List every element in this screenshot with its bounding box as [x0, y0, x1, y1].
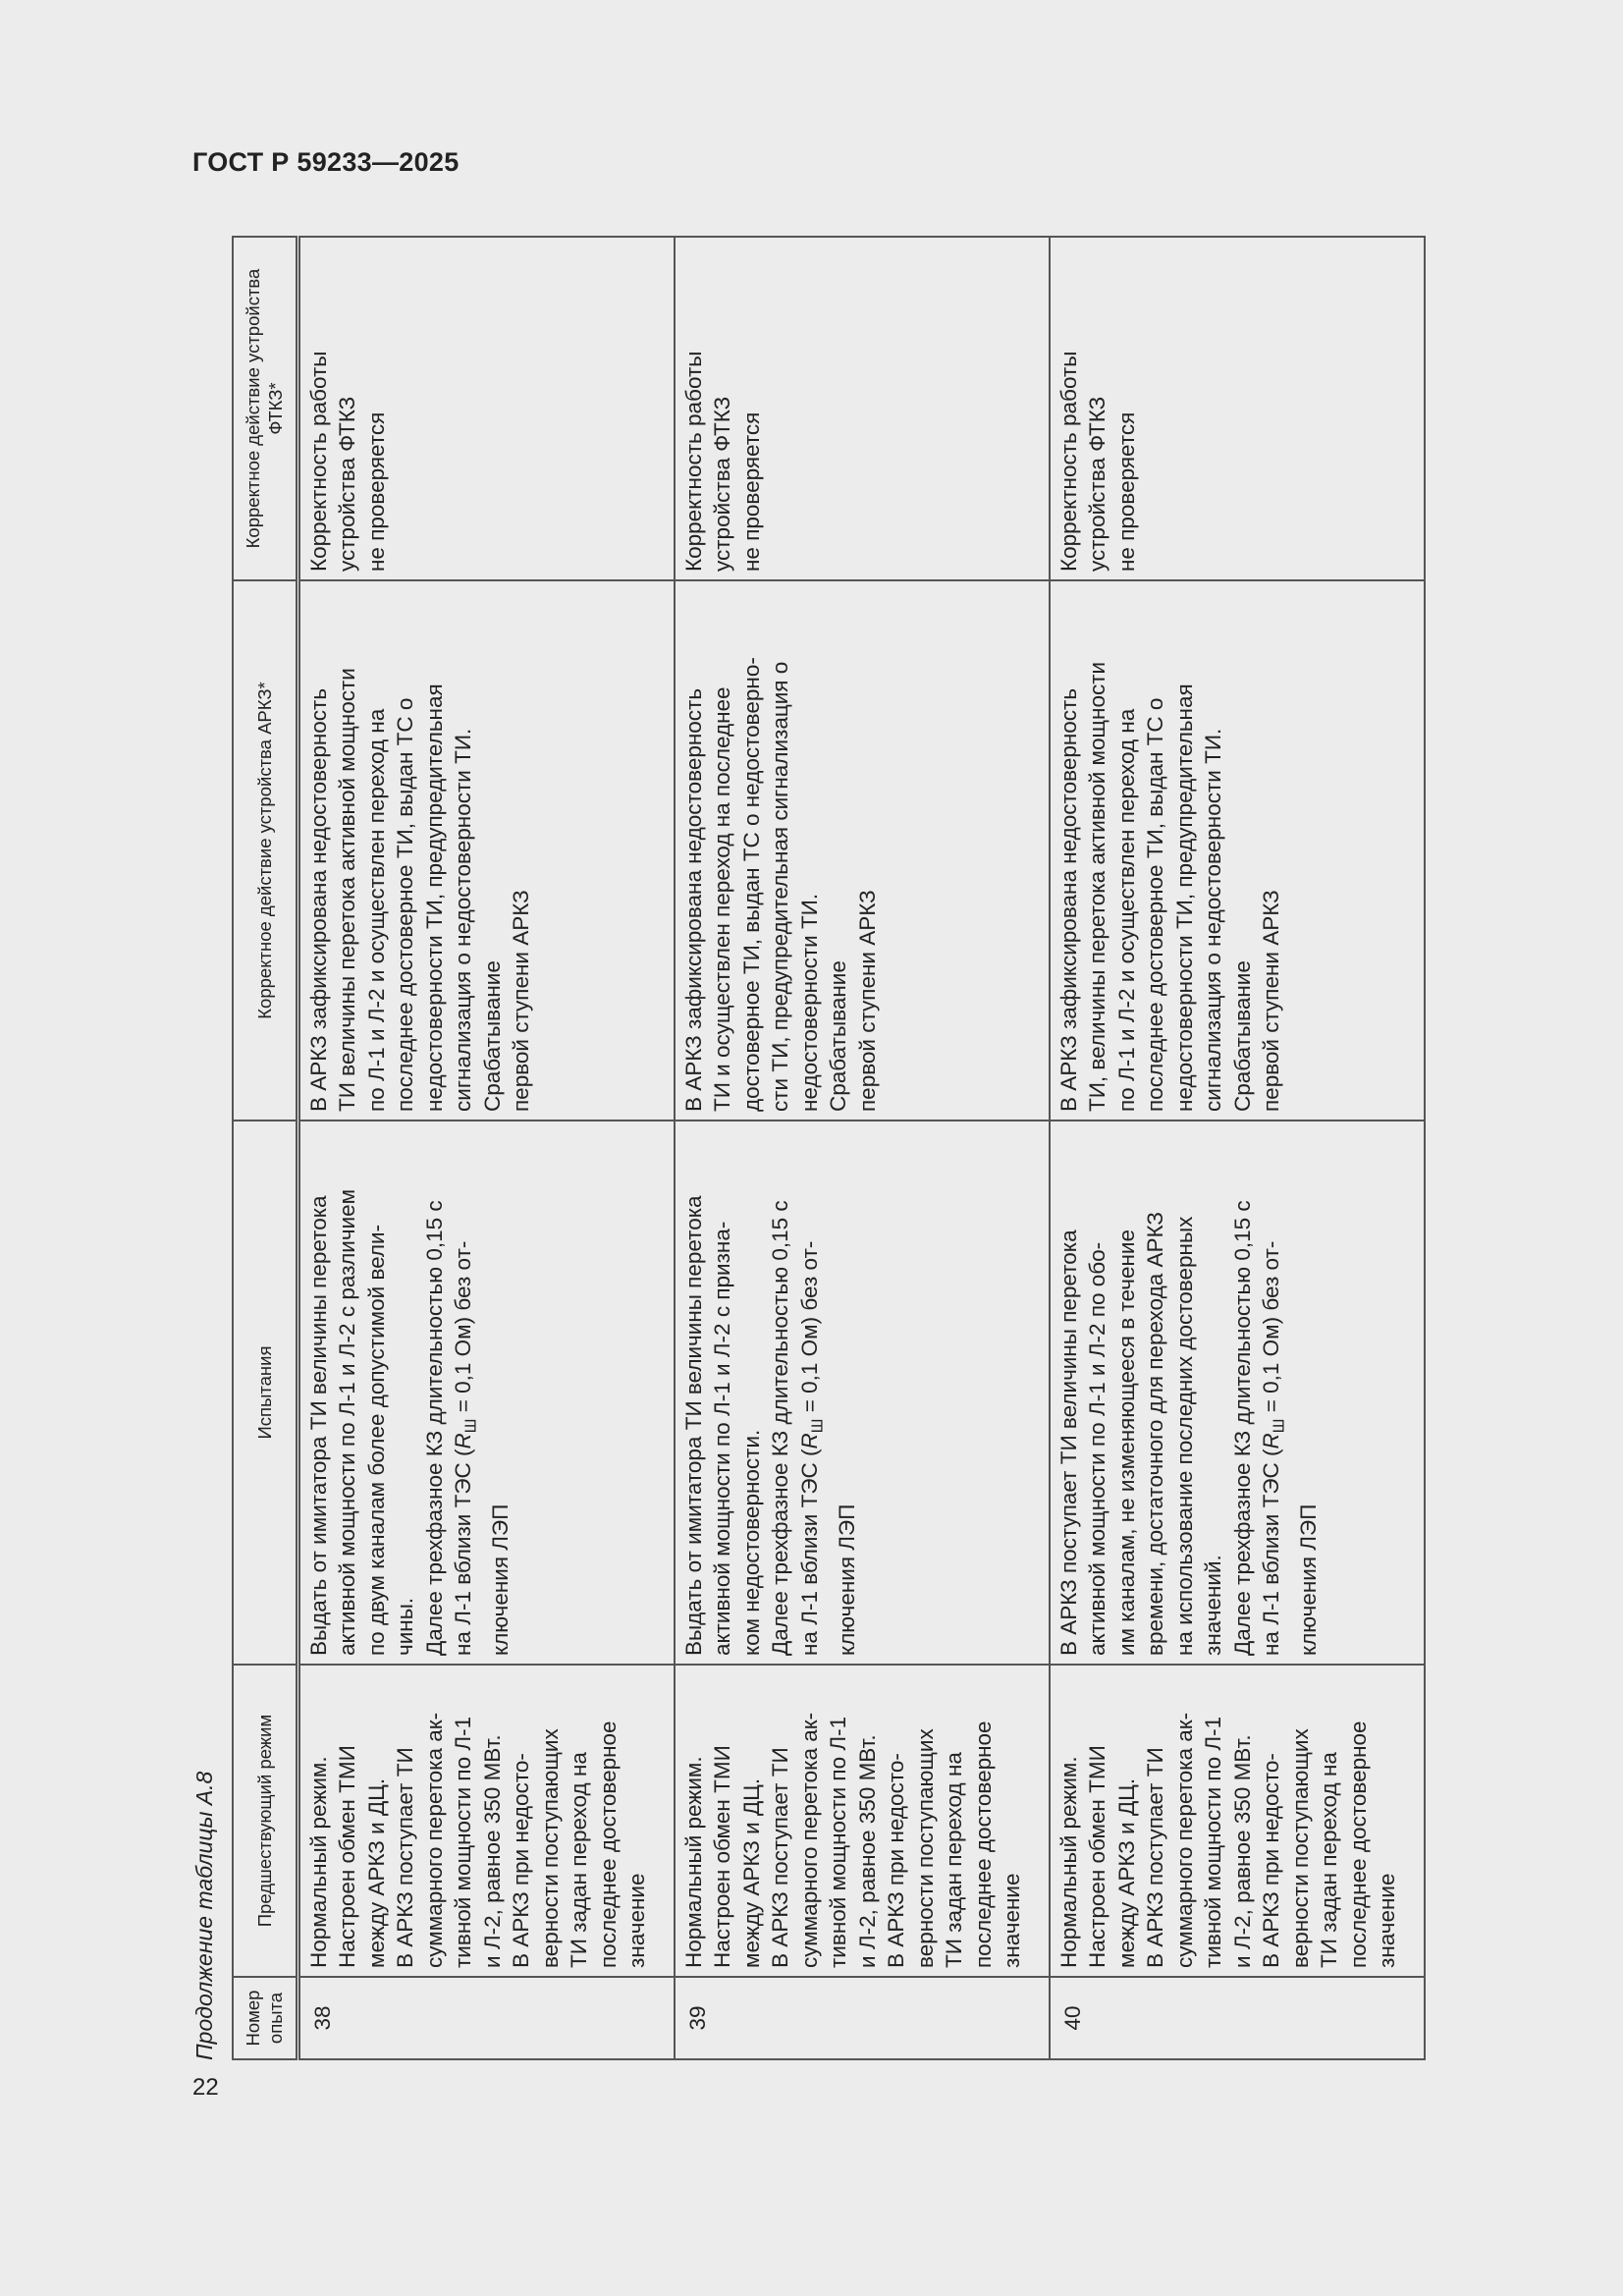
row-number: 40	[1050, 1977, 1425, 2059]
ftkz-action-cell: Корректность работы устройства ФТКЗ не проверяется	[298, 237, 675, 580]
page-number: 22	[192, 2074, 219, 2101]
ftkz-action-cell: Корректность работы устройства ФТКЗ не проверяется	[675, 237, 1050, 580]
previous-mode-cell: Нормальный режим. Настроен обмен ТМИ между АРКЗ и ДЦ. В АРКЗ поступает ТИ суммарного перетока ак- тивной мощности по Л-1 и Л-2, равное 350 МВт. В АРКЗ при недосто- верности поступающих ТИ задан переход на последнее достоверное значение	[298, 1665, 675, 1977]
rotated-table-block	[190, 238, 1400, 2060]
row-number: 38	[298, 1977, 675, 2059]
arkz-action-cell: В АРКЗ зафиксирована недостоверность ТИ и осуществлен переход на последнее достоверное ТИ, выдан ТС о недостоверно- сти ТИ, предупредительная сигнализация о недостоверности ТИ. Срабатывание первой ступени АРКЗ	[675, 580, 1050, 1121]
row-number: 39	[675, 1977, 1050, 2059]
table-row	[675, 237, 1050, 2059]
table-row	[298, 237, 675, 2059]
column-header-num: Номер опыта	[233, 1977, 298, 2059]
previous-mode-cell: Нормальный режим. Настроен обмен ТМИ между АРКЗ и ДЦ. В АРКЗ поступает ТИ суммарного перетока ак- тивной мощности по Л-1 и Л-2, равное 350 МВт. В АРКЗ при недосто- верности поступающих ТИ задан переход на последнее достоверное значение	[675, 1665, 1050, 1977]
table-row	[1050, 237, 1425, 2059]
arkz-action-cell: В АРКЗ зафиксирована недостоверность ТИ величины перетока активной мощности по Л-1 и Л-2 и осуществлен переход на последнее достоверное ТИ, выдан ТС о недостоверности ТИ, предупредительная сигнализация о недостоверности ТИ. Срабатывание первой ступени АРКЗ	[298, 580, 675, 1121]
test-cell: Выдать от имитатора ТИ величины перетока активной мощности по Л-1 и Л-2 с различием по двум каналам более допустимой вели- чины. Далее трехфазное КЗ длительностью 0,15 с на Л-1 вблизи ТЭС ($R_Ш = 0,1$ Ом) без от- ключения ЛЭП	[298, 1121, 675, 1665]
test-cell: В АРКЗ поступает ТИ величины перетока активной мощности по Л-1 и Л-2 по обо- им каналам, не изменяющееся в течение времени, достаточного для перехода АРКЗ на использование последних достоверных значений. Далее трехфазное КЗ длительностью 0,15 с на Л-1 вблизи ТЭС ($R_Ш = 0,1$ Ом) без от- ключения ЛЭП	[1050, 1121, 1425, 1665]
arkz-action-cell: В АРКЗ зафиксирована недостоверность ТИ, величины перетока активной мощности по Л-1 и Л-2 и осуществлен переход на последнее достоверное ТИ, выдан ТС о недостоверности ТИ, предупредительная сигнализация о недостоверности ТИ. Срабатывание первой ступени АРКЗ	[1050, 580, 1425, 1121]
document-header: ГОСТ Р 59233—2025	[192, 147, 460, 177]
test-cell: Выдать от имитатора ТИ величины перетока активной мощности по Л-1 и Л-2 с призна- ком недостоверности. Далее трехфазное КЗ длительностью 0,15 с на Л-1 вблизи ТЭС ($R_Ш = 0,1$ Ом) без от- ключения ЛЭП	[675, 1121, 1050, 1665]
column-header-ftkz: Корректное действие устройства ФТКЗ*	[233, 237, 298, 580]
previous-mode-cell: Нормальный режим. Настроен обмен ТМИ между АРКЗ и ДЦ. В АРКЗ поступает ТИ суммарного перетока ак- тивной мощности по Л-1 и Л-2, равное 350 МВт. В АРКЗ при недосто- верности поступающих ТИ задан переход на последнее достоверное значение	[1050, 1665, 1425, 1977]
table-header-row	[233, 237, 298, 2059]
test-table	[232, 236, 1426, 2060]
column-header-mode: Предшествующий режим	[233, 1665, 298, 1977]
column-header-arkz: Корректное действие устройства АРКЗ*	[233, 580, 298, 1121]
ftkz-action-cell: Корректность работы устройства ФТКЗ не проверяется	[1050, 237, 1425, 580]
column-header-test: Испытания	[233, 1121, 298, 1665]
table-caption: Продолжение таблицы А.8	[191, 1771, 217, 2060]
